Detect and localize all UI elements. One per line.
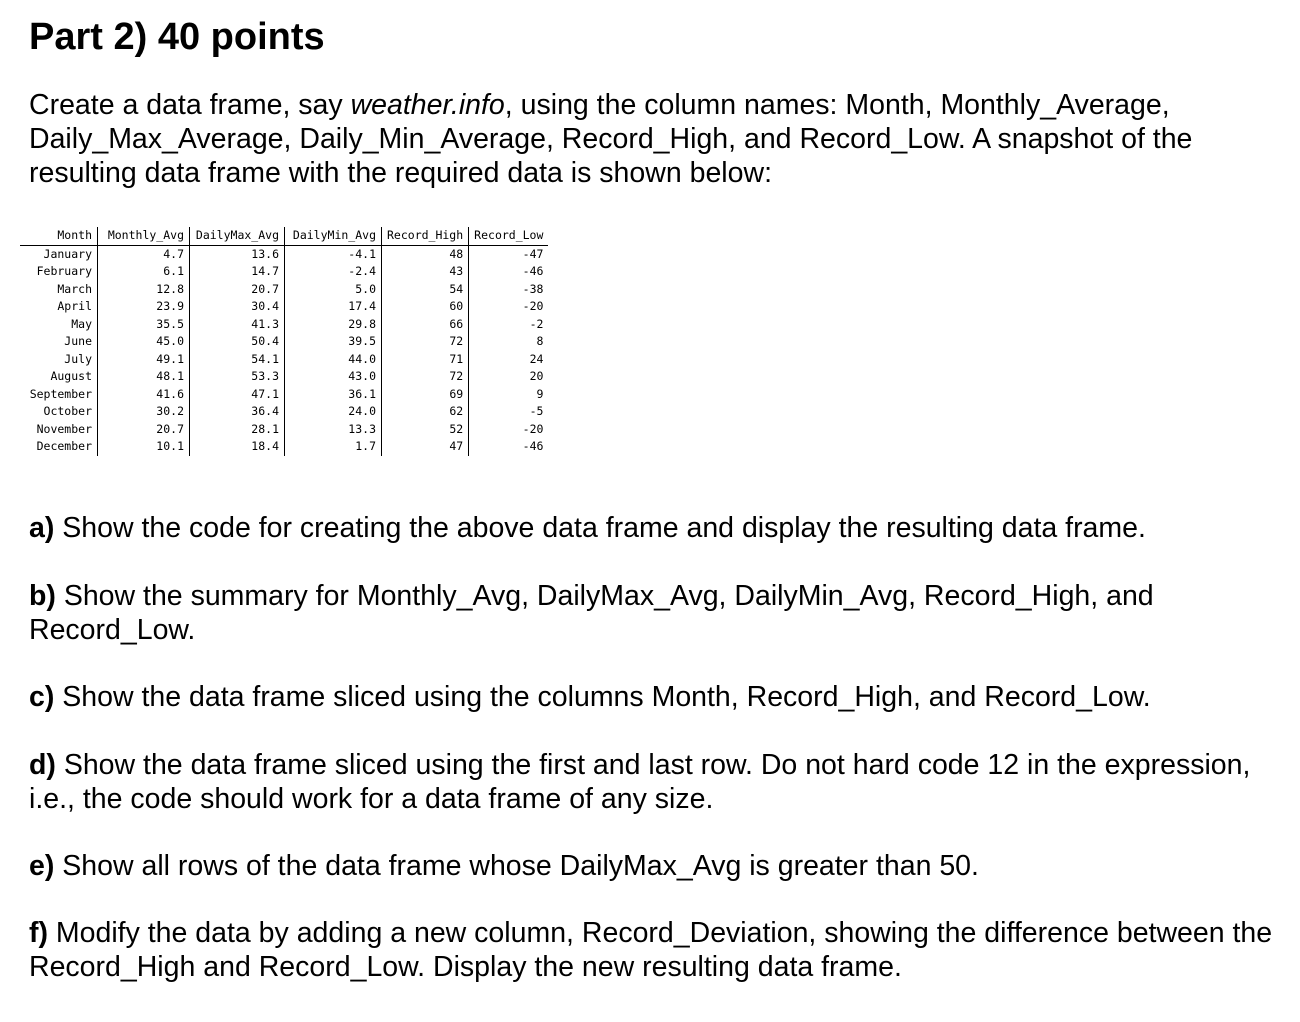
- column-header: Month: [20, 227, 98, 245]
- table-cell: 72: [382, 333, 469, 351]
- table-cell: 47: [382, 438, 469, 456]
- table-cell: -20: [469, 421, 549, 439]
- question-label: e): [29, 850, 55, 882]
- table-cell: -47: [469, 245, 549, 263]
- data-frame-name: weather.info: [350, 89, 505, 121]
- column-header: DailyMax_Avg: [190, 227, 285, 245]
- table-row: [20, 403, 548, 421]
- table-cell: 41.3: [190, 316, 285, 334]
- table-cell: 20.7: [190, 281, 285, 299]
- table-cell: 41.6: [98, 386, 190, 404]
- table-cell: -4.1: [285, 245, 382, 263]
- table-cell: August: [50, 369, 92, 383]
- table-cell: 24.0: [285, 403, 382, 421]
- table-cell: July: [64, 351, 92, 366]
- question-text: Modify the data by adding a new column, Record_Deviation, showing the difference between the Record_High and Record_Low. Display the new resulting data frame.: [29, 917, 1273, 983]
- question-a: [29, 511, 1274, 545]
- table-cell: March: [57, 281, 92, 296]
- question-b: [29, 579, 1274, 647]
- page-title: Part 2) 40 points: [29, 16, 325, 58]
- table-row: [20, 263, 548, 281]
- table-cell: -2.4: [285, 263, 382, 281]
- table-row: [20, 333, 548, 351]
- table-cell: 44.0: [285, 351, 382, 369]
- table-cell: 47.1: [190, 386, 285, 404]
- question-c: [29, 680, 1274, 714]
- table-row: [20, 421, 548, 439]
- table-row: [20, 281, 548, 299]
- table-cell: 13.6: [190, 245, 285, 263]
- table-cell: -20: [469, 298, 549, 316]
- table-cell: 54.1: [190, 351, 285, 369]
- table-cell: February: [36, 264, 92, 278]
- question-text: Show the summary for Monthly_Avg, DailyMax_Avg, DailyMin_Avg, Record_High, and Record_Low.: [29, 580, 1154, 646]
- table-cell: 54: [382, 281, 469, 299]
- table-cell: -46: [469, 263, 549, 281]
- table-cell: 10.1: [98, 438, 190, 456]
- table-cell: May: [71, 316, 92, 331]
- table-row: [20, 298, 548, 316]
- table-cell: 1.7: [285, 438, 382, 456]
- table-cell: 9: [469, 386, 549, 404]
- table-cell: 20: [469, 368, 549, 386]
- question-label: d): [29, 749, 56, 781]
- question-label: b): [29, 580, 56, 612]
- table-cell: 62: [382, 403, 469, 421]
- table-cell: 60: [382, 298, 469, 316]
- table-cell: 4.7: [98, 245, 190, 263]
- table-cell: January: [43, 246, 92, 261]
- table-cell: 24: [469, 351, 549, 369]
- table-row: [20, 316, 548, 334]
- table-cell: June: [64, 334, 92, 348]
- table-cell: -2: [469, 316, 549, 334]
- table-row: [20, 368, 548, 386]
- table-cell: 43: [382, 263, 469, 281]
- table-cell: -46: [469, 438, 549, 456]
- table-cell: 39.5: [285, 333, 382, 351]
- table-header-row: [20, 227, 548, 245]
- question-e: [29, 849, 1274, 883]
- intro-text-after: , using the column names: Month, Monthly_Average, Daily_Max_Average, Daily_Min_Average, Record_High, and Record_Low. A snapshot of the resulting data frame with the required data is shown below:: [29, 89, 1193, 189]
- table-cell: 36.4: [190, 403, 285, 421]
- table-cell: 66: [382, 316, 469, 334]
- table-cell: November: [36, 421, 92, 436]
- table-cell: 28.1: [190, 421, 285, 439]
- table-cell: 43.0: [285, 368, 382, 386]
- table-row: [20, 351, 548, 369]
- table-cell: 6.1: [98, 263, 190, 281]
- table-cell: 71: [382, 351, 469, 369]
- table-row: [20, 438, 548, 456]
- table-cell: 69: [382, 386, 469, 404]
- table-cell: 53.3: [190, 368, 285, 386]
- intro-text-before: Create a data frame, say: [29, 89, 351, 121]
- table-cell: 45.0: [98, 333, 190, 351]
- question-d: [29, 748, 1274, 816]
- table-cell: 30.2: [98, 403, 190, 421]
- question-label: c): [29, 681, 55, 713]
- question-label: a): [29, 512, 55, 544]
- table-cell: 18.4: [190, 438, 285, 456]
- table-cell: 48: [382, 245, 469, 263]
- column-header: Record_High: [382, 227, 469, 245]
- weather-data-frame: [20, 227, 548, 456]
- table-cell: 5.0: [285, 281, 382, 299]
- column-header: Record_Low: [469, 227, 549, 245]
- table-cell: October: [43, 404, 92, 418]
- column-header: DailyMin_Avg: [285, 227, 382, 245]
- table-cell: 23.9: [98, 298, 190, 316]
- question-text: Show the data frame sliced using the first and last row. Do not hard code 12 in the expression, i.e., the code should work for a data frame of any size.: [29, 749, 1251, 815]
- column-header: Monthly_Avg: [98, 227, 190, 245]
- table-cell: 20.7: [98, 421, 190, 439]
- table-cell: 13.3: [285, 421, 382, 439]
- question-text: Show the data frame sliced using the columns Month, Record_High, and Record_Low.: [54, 681, 1151, 713]
- table-cell: 17.4: [285, 298, 382, 316]
- table-cell: 35.5: [98, 316, 190, 334]
- table-cell: 8: [469, 333, 549, 351]
- table-cell: 52: [382, 421, 469, 439]
- table-row: [20, 386, 548, 404]
- table-cell: -38: [469, 281, 549, 299]
- table-cell: September: [29, 386, 92, 401]
- table-cell: 36.1: [285, 386, 382, 404]
- table-cell: -5: [469, 403, 549, 421]
- question-label: f): [29, 917, 48, 949]
- table-row: [20, 245, 548, 263]
- table-cell: 50.4: [190, 333, 285, 351]
- table-cell: 49.1: [98, 351, 190, 369]
- table-cell: 14.7: [190, 263, 285, 281]
- question-f: [29, 916, 1274, 984]
- table-cell: 30.4: [190, 298, 285, 316]
- table-cell: 29.8: [285, 316, 382, 334]
- table-cell: December: [36, 439, 92, 453]
- table-body: [20, 245, 548, 456]
- question-text: Show all rows of the data frame whose DailyMax_Avg is greater than 50.: [54, 850, 979, 882]
- question-text: Show the code for creating the above data frame and display the resulting data frame.: [54, 512, 1146, 544]
- table-cell: April: [57, 299, 92, 313]
- table-cell: 12.8: [98, 281, 190, 299]
- table-cell: 48.1: [98, 368, 190, 386]
- intro-paragraph: [29, 88, 1274, 190]
- table-cell: 72: [382, 368, 469, 386]
